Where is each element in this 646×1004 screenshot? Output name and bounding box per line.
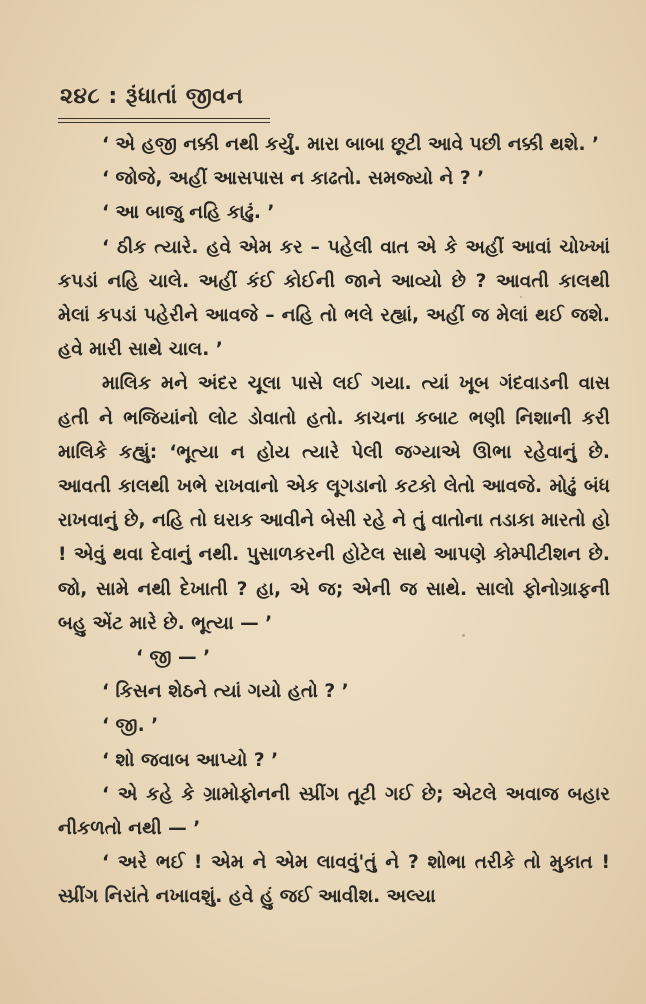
paragraph: ‘ શો જવાબ આપ્યો ? ’ [102, 749, 279, 771]
paragraph: ‘ જી. ’ [102, 715, 159, 737]
paragraph: ‘ એ કહે કે ગ્રામોફોનની સ્પ્રીંગ તૂટી ગઈ છે; એટલે અવાજ બહાર નીકળતો નથી — ’ [58, 783, 610, 840]
paragraph: ‘ એ હજી નક્કી નથી કર્યું. મારા બાબા છૂટી આવે પછી નક્કી થશે. ’ [102, 134, 600, 155]
paragraph: માલિક મને અંદર ચૂલા પાસે લઈ ગયા. ત્યાં ખૂબ ગંદવાડની વાસ હતી ને ભજિયાંનો લોટ ડોવાતો હતો. કાચના કબાટ ભણી નિશાની કરી માલિકે કહ્યું: ‘ભૂત્યા ન હોય ત્યારે પેલી જગ્યાએ ઊભા રહેવાનું છે. આવતી કાલથી ખભે રાખવાનો એક લૂગડાનો કટકો લેતો આવજે. મોઢું બંધ રાખવાનું છે, નહિ તો ઘરાક આવીને બેસી રહે ને તું વાતોના તડાકા મારતો હો ! એવું થવા દેવાનું નથી. પુસાળકરની હોટેલ સાથે આપણે કોમ્પીટીશન છે. જો, સામે નથી દેખાતી ? હા, એ જ; એની જ સાથે. સાલો ફોનોગ્રાફની બહુ એંટ મારે છે. ભૂત્યા — ’ [58, 373, 610, 634]
paragraph: ‘ અરે ભઈ ! એમ ને એમ લાવવું'તું ને ? શોભા તરીકે તો મુકાત ! સ્પ્રીંગ નિરાંતે નખાવશું. હવે હું જઈ આવીશ. અલ્યા [58, 852, 610, 908]
header-underline [58, 118, 270, 123]
paragraph: ‘ આ બાજુ નહિ કાઢું. ’ [102, 202, 275, 224]
paragraph: ‘ જી — ’ [136, 647, 211, 669]
page-body [58, 128, 610, 915]
paragraph: ‘ જોજે, અહીં આસપાસ ન કાઢતો. સમજ્યો ને ? ’ [102, 168, 485, 190]
running-header: ૨૪૮ : રૂંધાતાં જીવન [60, 84, 244, 109]
paragraph: ‘ ઠીક ત્યારે. હવે એમ કર – પહેલી વાત એ કે અહીં આવાં ચોખ્ખાં કપડાં નહિ ચાલે. અહીં કંઈ કોઈની જાને આવ્યો છે ? આવતી કાલથી મેલાં કપડાં પહેરીને આવજે – નહિ તો ભલે રહ્યાં, અહીં જ મેલાં થઈ જશે. હવે મારી સાથે ચાલ. ’ [58, 236, 610, 361]
paper-speck [520, 296, 522, 298]
paragraph: ‘ કિસન શેઠને ત્યાં ગયો હતો ? ’ [102, 681, 349, 703]
paper-speck [462, 634, 465, 637]
